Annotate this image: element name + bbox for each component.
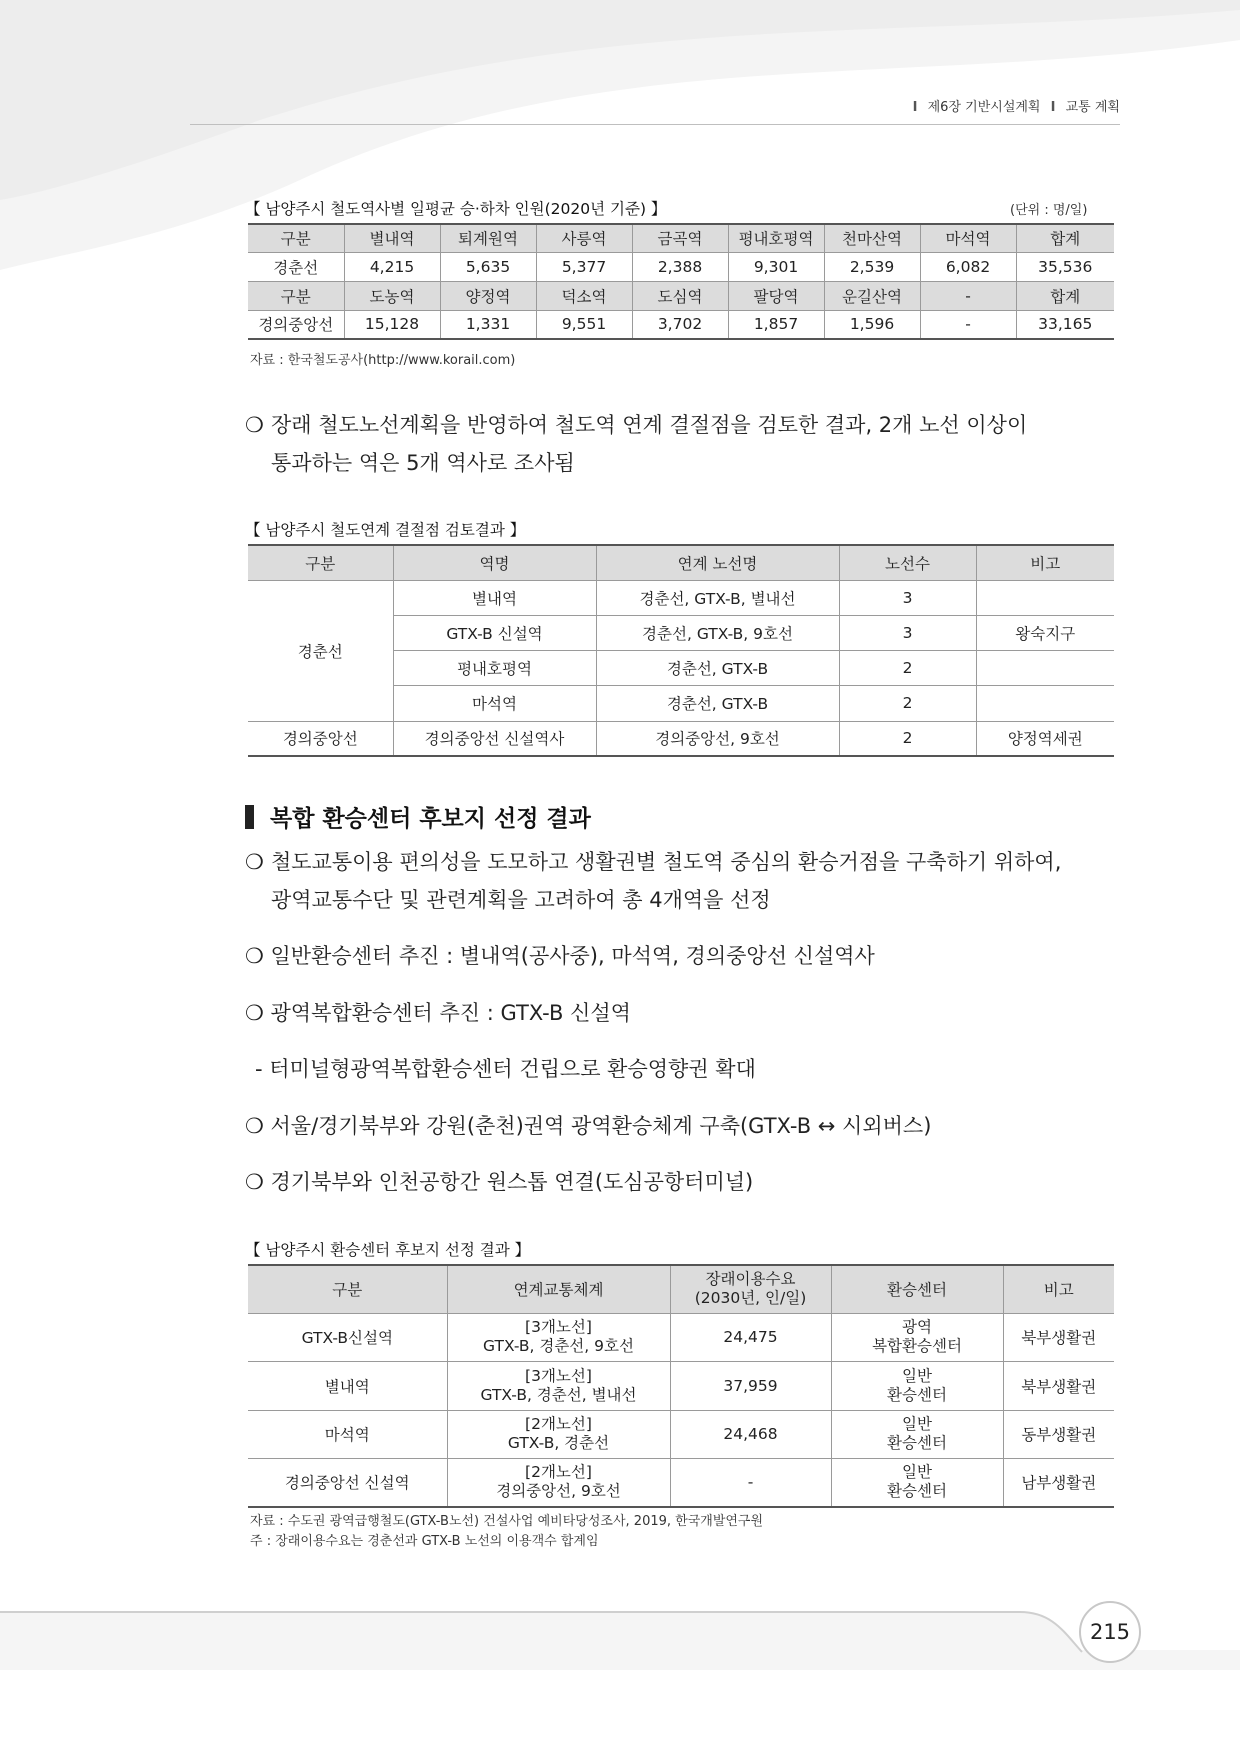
header-cell: 퇴계원역 (440, 224, 536, 252)
cell-line: 일반 (902, 1415, 932, 1433)
cell-line: [3개노선] (525, 1366, 592, 1385)
header-cell: 비고 (976, 545, 1114, 580)
header-cell: 팔당역 (728, 281, 824, 310)
header-cell: - (920, 281, 1016, 310)
table-row (248, 1313, 1114, 1361)
table2-caption: 【 남양주시 철도연계 결절점 검토결과 】 (245, 521, 526, 539)
cell-line: [3개노선] (525, 1318, 592, 1336)
table-cell: 9,301 (728, 252, 824, 281)
table-cell (831, 1361, 1003, 1410)
table-row (248, 252, 1114, 281)
header-cell: 합계 (1016, 224, 1114, 252)
section-title: 복합 환승센터 후보지 선정 결과 (270, 806, 591, 832)
bullet-paragraph: ❍ 광역복합환승센터 추진 : GTX-B 신설역 (245, 1001, 631, 1025)
table-cell: 1,596 (824, 310, 920, 339)
table-cell: 24,475 (670, 1313, 831, 1361)
table-cell: 5,377 (536, 252, 632, 281)
group-cell: 경춘선 (248, 580, 393, 721)
header-cell: 합계 (1016, 281, 1114, 310)
table-row (248, 1410, 1114, 1458)
header-cell: 도농역 (344, 281, 440, 310)
header-cell: 구분 (248, 224, 344, 252)
header-cell: 별내역 (344, 224, 440, 252)
table-cell: 경의중앙선 신설역사 (393, 721, 596, 756)
table-row (248, 1361, 1114, 1410)
table-cell: 2 (839, 650, 976, 685)
header-cell: 양정역 (440, 281, 536, 310)
table-cell (831, 1410, 1003, 1458)
table-cell: 경춘선 (248, 252, 344, 281)
header-rule (190, 124, 1120, 125)
table-cell: 북부생활권 (1003, 1313, 1114, 1361)
table-cell: 37,959 (670, 1361, 831, 1410)
page-number: 215 (1079, 1601, 1141, 1663)
header-cell: 연계 노선명 (596, 545, 839, 580)
table-cell: GTX-B신설역 (248, 1313, 447, 1361)
header-separator: I (1050, 100, 1056, 115)
table-cell: 1,331 (440, 310, 536, 339)
header-cell: 마석역 (920, 224, 1016, 252)
header-section: 교통 계획 (1065, 100, 1120, 115)
header-cell: 덕소역 (536, 281, 632, 310)
table-cell: - (670, 1458, 831, 1507)
table-row (248, 1458, 1114, 1507)
cell-line: 일반 (902, 1463, 932, 1482)
header-cell: 환승센터 (831, 1265, 1003, 1313)
table-cell: 경춘선, GTX-B (596, 650, 839, 685)
table-cell: 2,539 (824, 252, 920, 281)
table-cell: 북부생활권 (1003, 1361, 1114, 1410)
table-cell: 동부생활권 (1003, 1410, 1114, 1458)
table-cell: 33,165 (1016, 310, 1114, 339)
table1-unit: (단위 : 명/일) (1010, 203, 1088, 218)
header-cell: 사릉역 (536, 224, 632, 252)
bullet-paragraph (245, 406, 1027, 482)
table-cell (976, 650, 1114, 685)
table-cell: 3,702 (632, 310, 728, 339)
cell-line: [2개노선] (525, 1415, 592, 1433)
header-cell: 도심역 (632, 281, 728, 310)
table-cell: 2,388 (632, 252, 728, 281)
table-row (248, 580, 1114, 615)
ridership-table (248, 223, 1114, 340)
bullet-paragraph: ❍ 경기북부와 인천공항간 원스톱 연결(도심공항터미널) (245, 1170, 754, 1194)
table-cell: 2 (839, 685, 976, 721)
table-cell (447, 1410, 670, 1458)
header-cell: 평내호평역 (728, 224, 824, 252)
bullet-paragraph: ❍ 서울/경기북부와 강원(춘천)권역 광역환승체계 구축(GTX-B ↔ 시외버스) (245, 1114, 932, 1138)
table-cell: 별내역 (393, 580, 596, 615)
table-cell: 별내역 (248, 1361, 447, 1410)
bullet-text: 철도교통이용 편의성을 도모하고 생활권별 철도역 중심의 환승거점을 구축하기 위하여, (271, 850, 1062, 874)
cell-line: 환승센터 (887, 1434, 947, 1452)
sub-bullet: - 터미널형광역복합환승센터 건립으로 환승영향권 확대 (255, 1057, 756, 1081)
header-line: (2030년, 인/일) (694, 1289, 807, 1308)
header-cell: 노선수 (839, 545, 976, 580)
header-line: 장래이용수요 (705, 1270, 796, 1289)
header-cell: 비고 (1003, 1265, 1114, 1313)
table-cell: - (920, 310, 1016, 339)
header-cell: 역명 (393, 545, 596, 580)
table-cell (447, 1313, 670, 1361)
table-cell: 왕숙지구 (976, 615, 1114, 650)
table-cell: 5,635 (440, 252, 536, 281)
table-cell: 양정역세권 (976, 721, 1114, 756)
table-cell: 경춘선, GTX-B (596, 685, 839, 721)
cell-line: 경의중앙선, 9호선 (496, 1482, 621, 1501)
table-row (248, 721, 1114, 756)
table-cell: 1,857 (728, 310, 824, 339)
table-cell: 3 (839, 580, 976, 615)
cell-line: GTX-B, 경춘선, 별내선 (480, 1385, 637, 1404)
group-cell: 경의중앙선 (248, 721, 393, 756)
table1-caption: 【 남양주시 철도역사별 일평균 승·하차 인원(2020년 기준) 】 (245, 200, 667, 218)
bullet-paragraph (245, 843, 1061, 919)
header-cell: 구분 (248, 1265, 447, 1313)
bullet-text-continued: 광역교통수단 및 관련계획을 고려하여 총 4개역을 선정 (271, 888, 771, 912)
table-cell (976, 580, 1114, 615)
table-cell: 9,551 (536, 310, 632, 339)
junction-review-table (248, 544, 1114, 757)
cell-line: 복합환승센터 (872, 1337, 962, 1355)
table3-source: 자료 : 수도권 광역급행철도(GTX-B노선) 건설사업 예비타당성조사, 2019, 한국개발연구원 (250, 1514, 764, 1529)
transfer-center-table (248, 1264, 1114, 1508)
bullet-mark: ❍ (245, 413, 264, 437)
cell-line: GTX-B, 경춘선 (507, 1434, 610, 1452)
cell-line: 광역 (902, 1318, 932, 1336)
cell-line: 환승센터 (887, 1482, 947, 1501)
header-cell: 구분 (248, 545, 393, 580)
running-header (640, 96, 1120, 122)
table1-source: 자료 : 한국철도공사(http://www.korail.com) (250, 353, 516, 368)
table-cell (831, 1313, 1003, 1361)
table-cell: 15,128 (344, 310, 440, 339)
table-cell: 경의중앙선 신설역 (248, 1458, 447, 1507)
table-cell: 평내호평역 (393, 650, 596, 685)
bullet-text: 장래 철도노선계획을 반영하여 철도역 연계 결절점을 검토한 결과, 2개 노선 이상이 (271, 413, 1028, 437)
header-chapter: 제6장 기반시설계획 (927, 100, 1041, 115)
header-cell: 연계교통체계 (447, 1265, 670, 1313)
table-cell (447, 1361, 670, 1410)
table-row (248, 224, 1114, 252)
table-cell: 4,215 (344, 252, 440, 281)
table-cell: 마석역 (248, 1410, 447, 1458)
header-cell: 천마산역 (824, 224, 920, 252)
section-heading (245, 800, 591, 833)
heading-bar (245, 805, 254, 829)
header-cell: 구분 (248, 281, 344, 310)
table-cell: 3 (839, 615, 976, 650)
table-row (248, 310, 1114, 339)
table-row (248, 545, 1114, 580)
table-cell: 경의중앙선 (248, 310, 344, 339)
table3-caption: 【 남양주시 환승센터 후보지 선정 결과 】 (245, 1241, 531, 1259)
table-row (248, 1265, 1114, 1313)
cell-line: GTX-B, 경춘선, 9호선 (483, 1337, 634, 1355)
cell-line: [2개노선] (525, 1463, 592, 1482)
table-cell: 마석역 (393, 685, 596, 721)
table-cell: 남부생활권 (1003, 1458, 1114, 1507)
cell-line: 환승센터 (887, 1385, 947, 1404)
table-cell: 2 (839, 721, 976, 756)
table3-note: 주 : 장래이용수요는 경춘선과 GTX-B 노선의 이용객수 합계임 (250, 1534, 599, 1549)
table-cell: 경춘선, GTX-B, 9호선 (596, 615, 839, 650)
table-cell (447, 1458, 670, 1507)
header-cell: 운길산역 (824, 281, 920, 310)
table-row (248, 281, 1114, 310)
footer-swoosh (0, 1590, 1240, 1670)
table-cell: 35,536 (1016, 252, 1114, 281)
table-cell (831, 1458, 1003, 1507)
bullet-paragraph: ❍ 일반환승센터 추진 : 별내역(공사중), 마석역, 경의중앙선 신설역사 (245, 944, 875, 968)
cell-line: 일반 (902, 1366, 932, 1385)
table-cell: 6,082 (920, 252, 1016, 281)
header-separator: I (912, 100, 918, 115)
table-cell: GTX-B 신설역 (393, 615, 596, 650)
table-cell: 경의중앙선, 9호선 (596, 721, 839, 756)
bullet-text-continued: 통과하는 역은 5개 역사로 조사됨 (271, 451, 575, 475)
table-cell (976, 685, 1114, 721)
header-cell (670, 1265, 831, 1313)
bullet-mark: ❍ (245, 850, 264, 874)
table-cell: 24,468 (670, 1410, 831, 1458)
table-cell: 경춘선, GTX-B, 별내선 (596, 580, 839, 615)
header-cell: 금곡역 (632, 224, 728, 252)
